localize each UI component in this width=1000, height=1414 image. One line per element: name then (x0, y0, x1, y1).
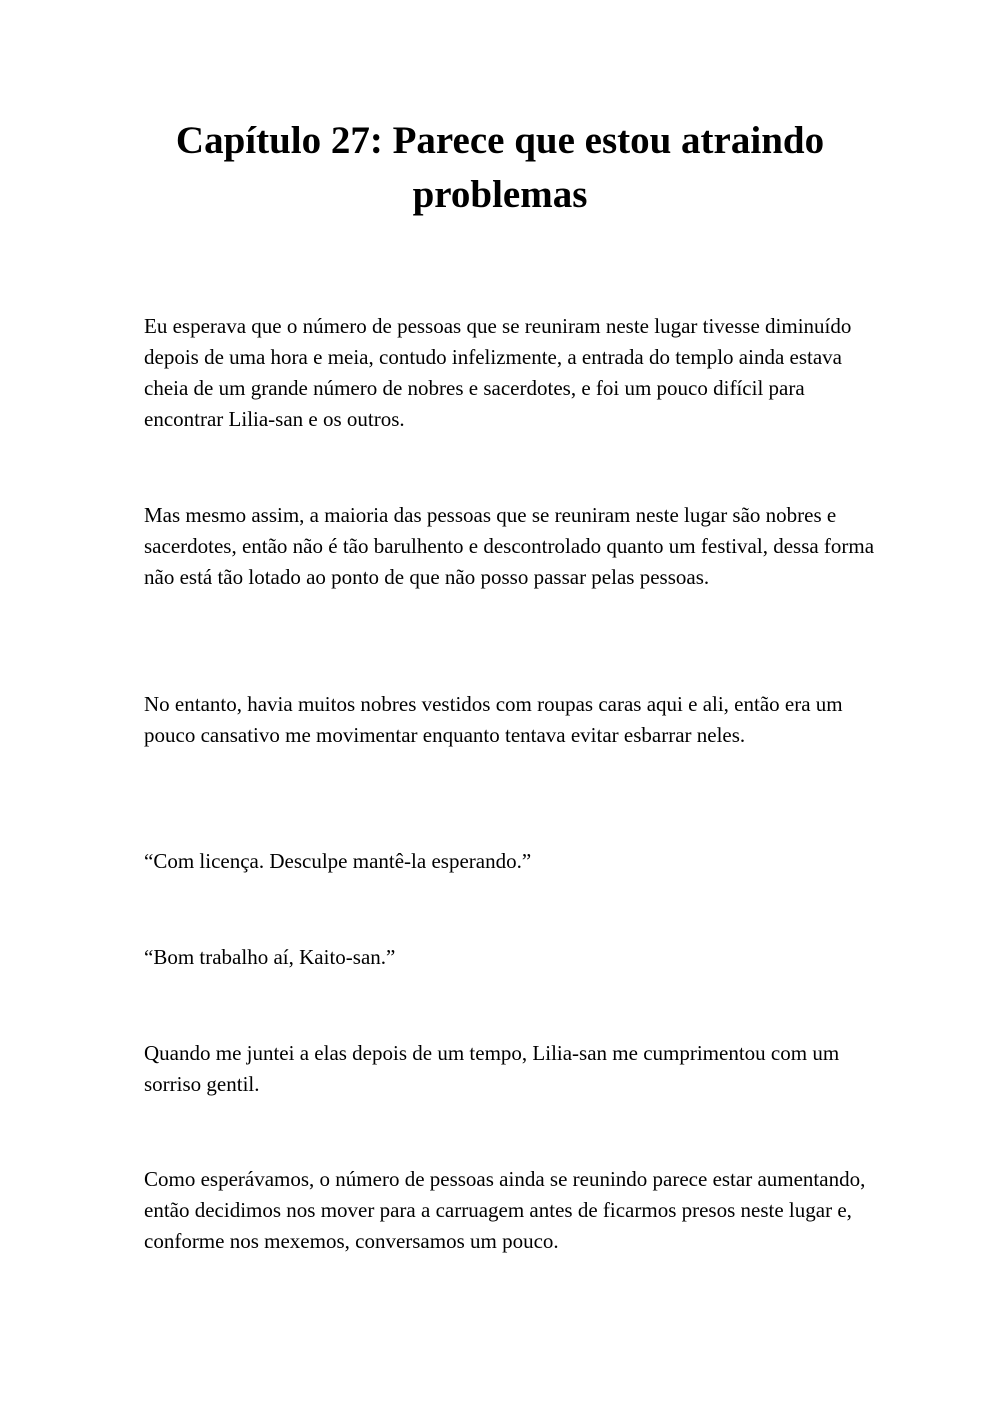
dialogue-line: “Bom trabalho aí, Kaito-san.” (144, 945, 396, 969)
paragraph: Como esperávamos, o número de pessoas ainda se reunindo parece estar aumentando, então decidimos nos mover para a carruagem antes de ficarmos presos neste lugar e, conforme nos mexemos, conversamos um pouco. (144, 1167, 866, 1253)
paragraph: Eu esperava que o número de pessoas que se reuniram neste lugar tivesse diminuído depois de uma hora e meia, contudo infelizmente, a entrada do templo ainda estava cheia de um grande número de nobres e sacerdotes, e foi um pouco difícil para encontrar Lilia-san e os outros. (144, 314, 852, 431)
paragraph: No entanto, havia muitos nobres vestidos com roupas caras aqui e ali, então era um pouco cansativo me movimentar enquanto tentava evitar esbarrar neles. (144, 692, 843, 747)
chapter-title: Capítulo 27: Parece que estou atraindo problemas (175, 119, 825, 216)
dialogue-line: “Com licença. Desculpe mantê-la esperando.” (144, 849, 532, 873)
paragraph: Quando me juntei a elas depois de um tempo, Lilia-san me cumprimentou com um sorriso gentil. (144, 1041, 840, 1096)
paragraph: Mas mesmo assim, a maioria das pessoas que se reuniram neste lugar são nobres e sacerdotes, então não é tão barulhento e descontrolado quanto um festival, dessa forma não está tão lotado ao ponto de que não posso passar pelas pessoas. (144, 503, 875, 589)
